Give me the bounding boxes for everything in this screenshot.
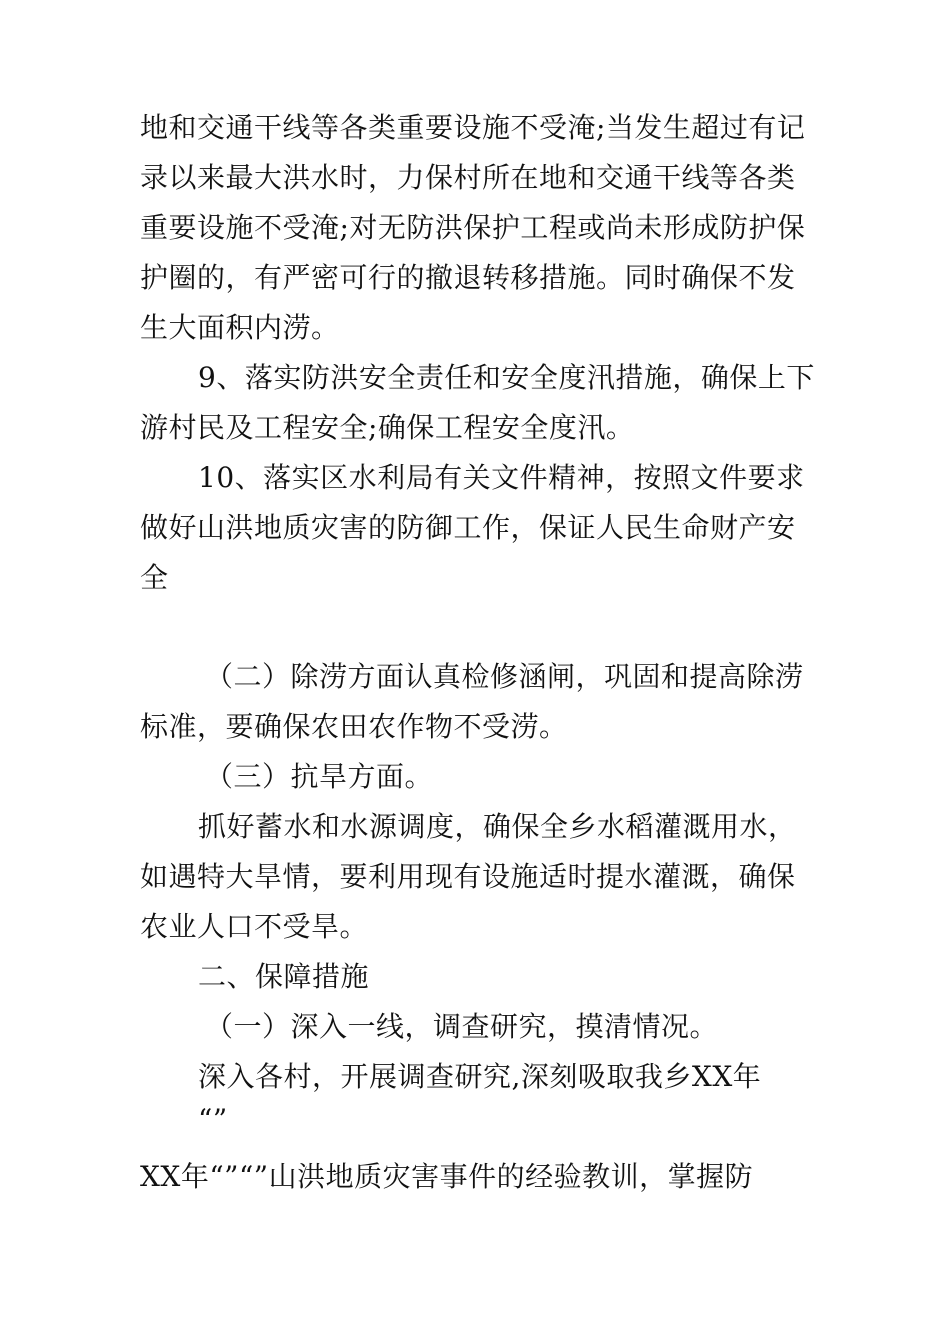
text-line: 生大面积内涝。	[140, 311, 340, 344]
text-line: 录以来最大洪水时，力保村所在地和交通干线等各类	[140, 161, 796, 194]
text-line: 抓好蓄水和水源调度，确保全乡水稻灌溉用水，	[198, 810, 797, 843]
text-line: 地和交通干线等各类重要设施不受淹;当发生超过有记	[140, 111, 806, 144]
text-line: 10、落实区水利局有关文件精神，按照文件要求	[198, 461, 805, 494]
text-line: 标准，要确保农田农作物不受涝。	[140, 710, 568, 743]
section-heading: 二、保障措施	[198, 960, 370, 993]
text-line: “”	[198, 1103, 228, 1136]
text-line: 如遇特大旱情，要利用现有设施适时提水灌溉，确保	[140, 860, 796, 893]
text-line: （一）深入一线，调查研究，摸清情况。	[205, 1010, 719, 1043]
text-line: （三）抗旱方面。	[205, 760, 434, 793]
text-line: 深入各村，开展调查研究,深刻吸取我乡XX年	[198, 1060, 762, 1093]
text-line: 游村民及工程安全;确保工程安全度汛。	[140, 411, 635, 444]
text-line: 农业人口不受旱。	[140, 910, 369, 943]
text-line: XX年“”“”山洪地质灾害事件的经验教训，掌握防	[140, 1160, 754, 1193]
text-line: 全	[140, 561, 169, 594]
text-line: 做好山洪地质灾害的防御工作，保证人民生命财产安	[140, 511, 796, 544]
text-line: （二）除涝方面认真检修涵闸，巩固和提高除涝	[205, 660, 804, 693]
text-line: 护圈的，有严密可行的撤退转移措施。同时确保不发	[140, 261, 796, 294]
text-line: 9、落实防洪安全责任和安全度汛措施，确保上下	[198, 361, 815, 394]
text-line: 重要设施不受淹;对无防洪保护工程或尚未形成防护保	[140, 211, 806, 244]
